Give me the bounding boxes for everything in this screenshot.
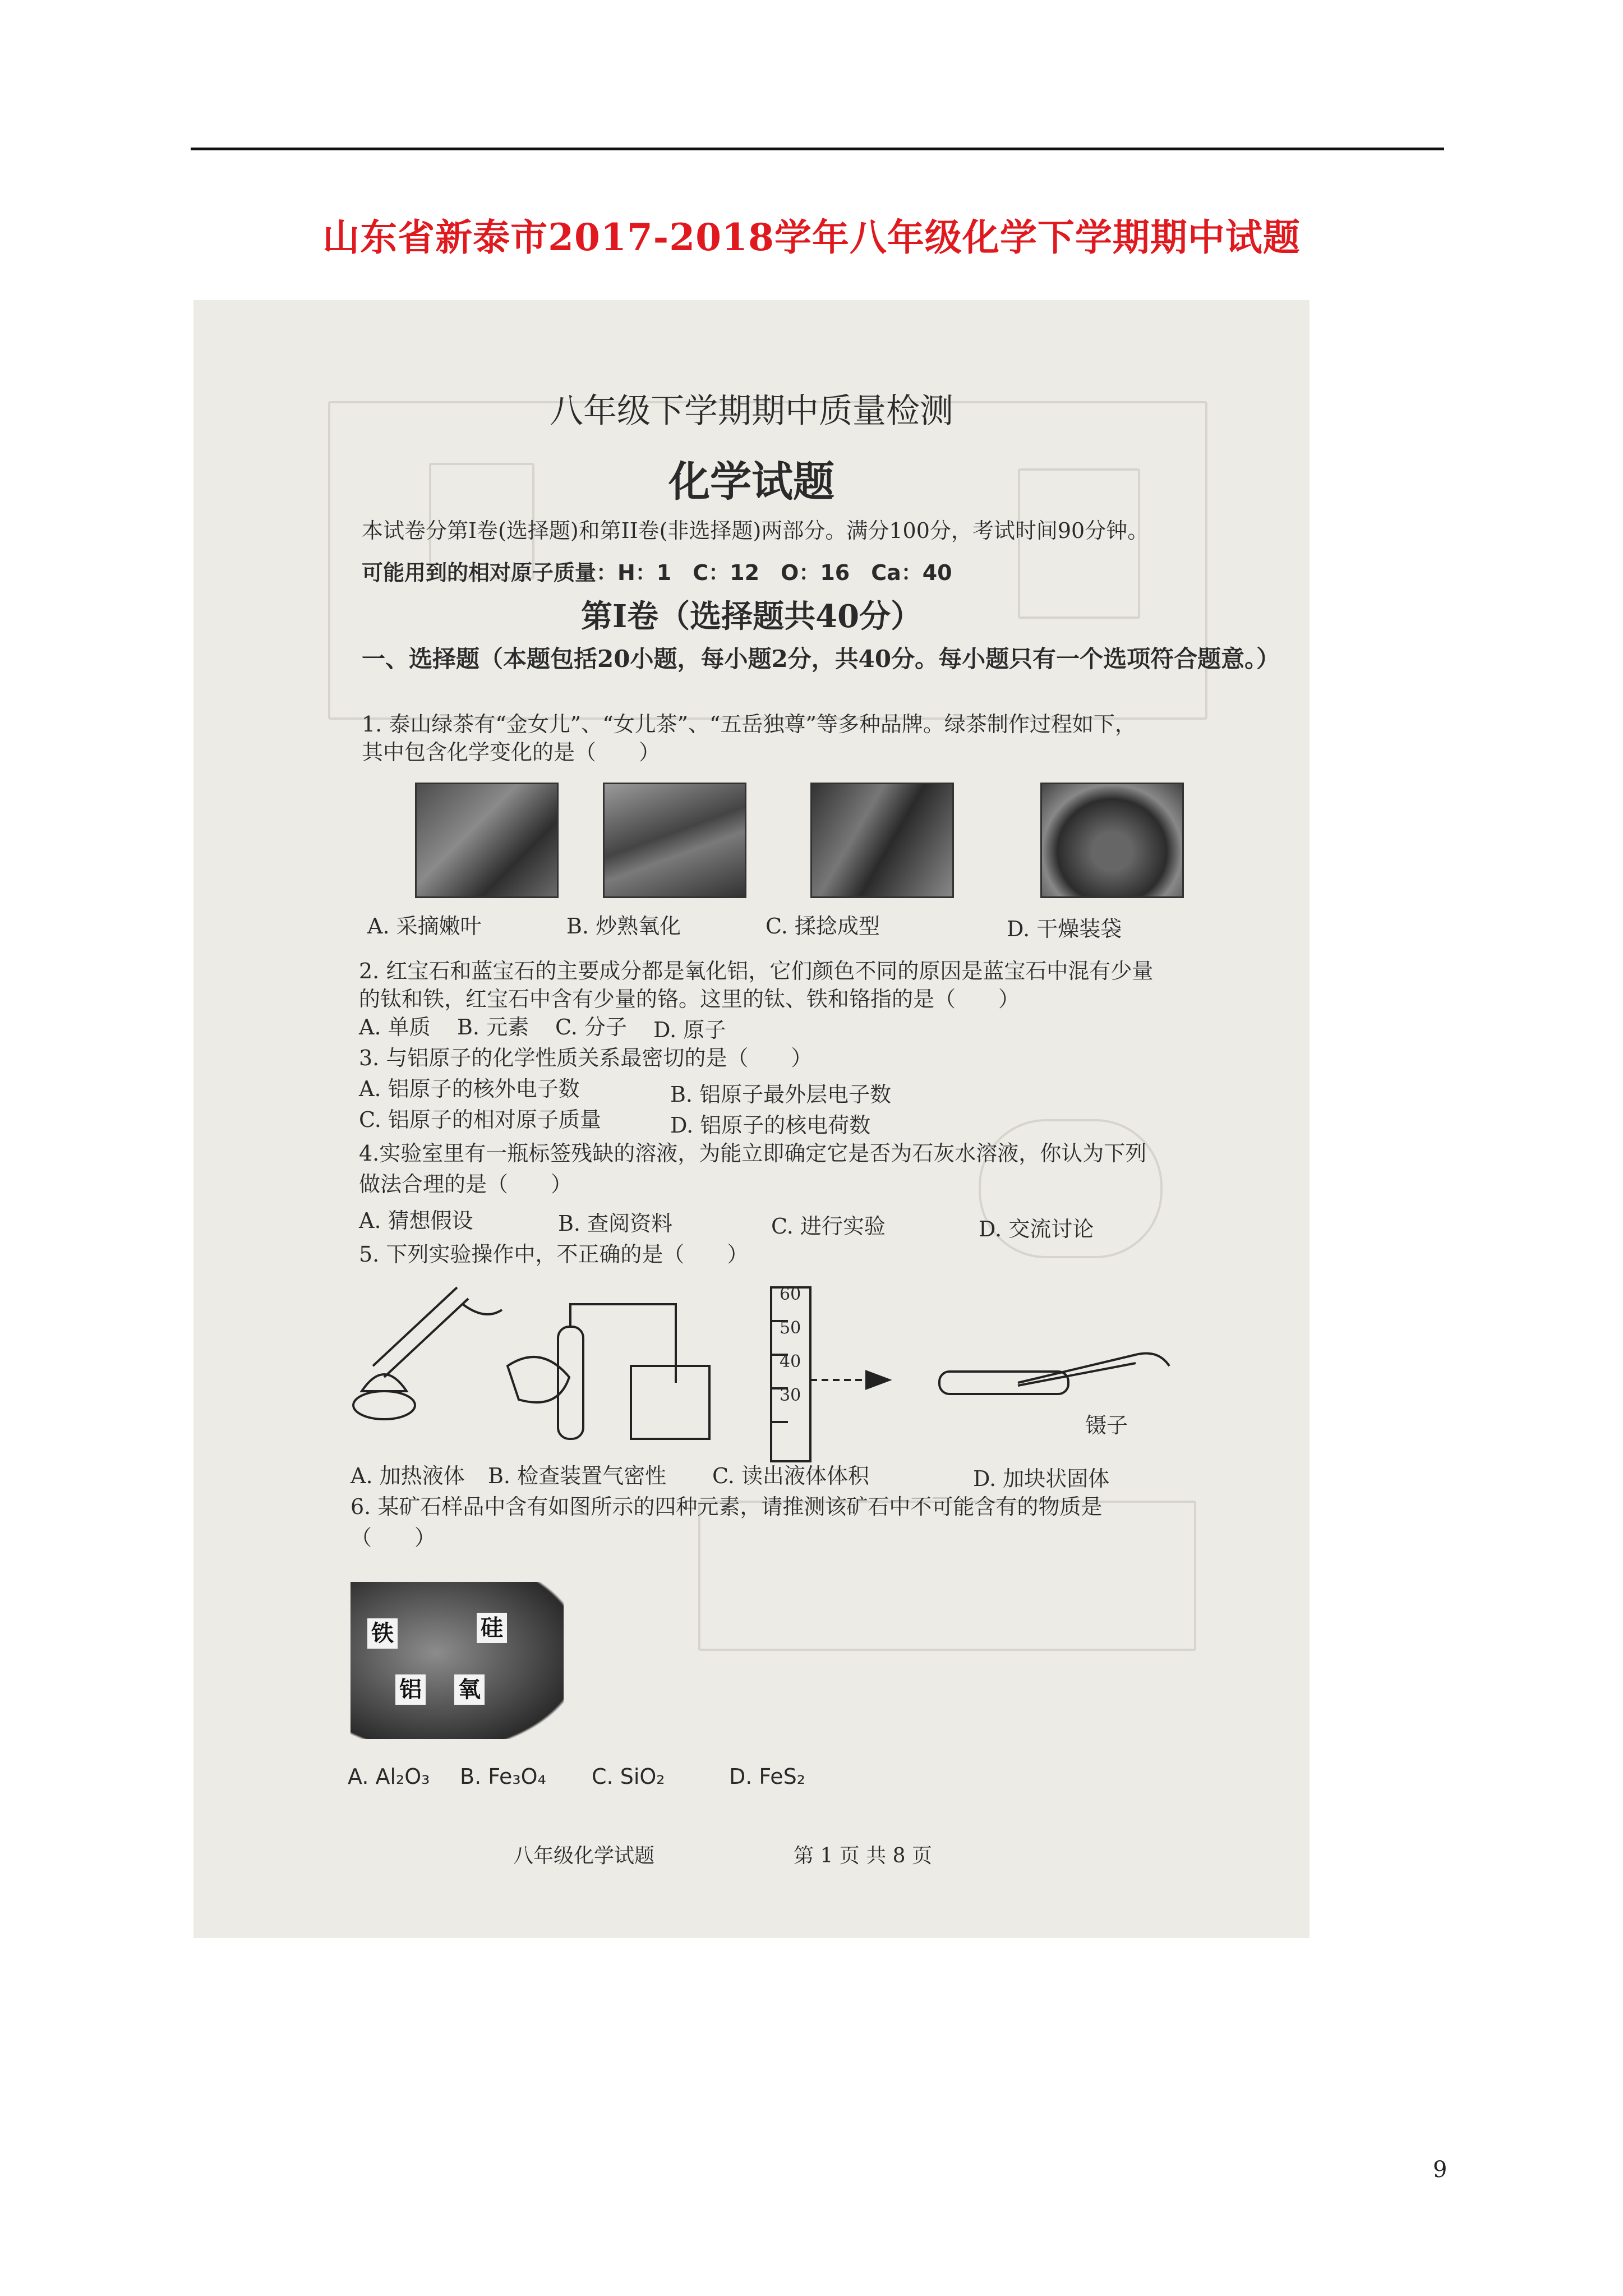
eye-icon [866,1372,889,1388]
tweezers-icon [1018,1355,1136,1383]
question-5-option: A. 加热液体 [351,1464,465,1488]
ore-element-label: 硅 [477,1613,507,1643]
hand-icon [463,1304,502,1314]
question-6-option: C. SiO₂ [592,1764,665,1789]
question-1-text: 其中包含化学变化的是（ ） [362,740,661,765]
question-2-option: C. 分子 [555,1015,627,1039]
question-1-option: C. 揉捻成型 [766,914,880,938]
question-4-option: C. 进行实验 [771,1214,886,1239]
question-3-option: C. 铝原子的相对原子质量 [359,1107,601,1132]
question-4-text: 做法合理的是（ ） [359,1172,573,1197]
question-4-option: D. 交流讨论 [979,1217,1094,1241]
question-2-option: D. 原子 [653,1018,726,1042]
question-6-option: B. Fe₃O₄ [460,1764,546,1789]
question-6-text: （ ） [351,1525,436,1550]
question-3-option: D. 铝原子的核电荷数 [670,1113,871,1138]
question-6-text: 6. 某矿石样品中含有如图所示的四种元素，请推测该矿石中不可能含有的物质是 [351,1494,1103,1519]
cylinder-tick-label: 60 [780,1285,801,1304]
question-2-text: 2. 红宝石和蓝宝石的主要成分都是氧化铝，它们颜色不同的原因是蓝宝石中混有少量 [359,959,1154,983]
ore-element-label: 铝 [395,1674,426,1705]
question-5-option: D. 加块状固体 [973,1466,1110,1491]
question-3-option: A. 铝原子的核外电子数 [359,1076,580,1101]
scan-footer-right: 第 1 页 共 8 页 [794,1844,933,1867]
atomic-masses: 可能用到的相对原子质量：H：1 C：12 O：16 Ca：40 [362,560,952,585]
tweezers-label: 镊子 [1085,1413,1128,1438]
beaker-icon [631,1366,709,1439]
exam-intro: 本试卷分第I卷(选择题)和第II卷(非选择题)两部分。满分100分，考试时间90分钟。 [362,518,1149,543]
question-2-option: A. 单质 [359,1015,431,1039]
question-6-option: A. Al₂O₃ [348,1764,430,1789]
question-4-text: 4.实验室里有一瓶标签残缺的溶液，为能立即确定它是否为石灰水溶液，你认为下列 [359,1141,1147,1166]
graduated-cylinder-icon [771,1287,810,1461]
question-1-option: D. 干燥装袋 [1007,917,1122,941]
question-4-option: A. 猜想假设 [359,1208,473,1233]
question-1-text: 1. 泰山绿茶有“金女儿”、“女儿茶”、“五岳独尊”等多种品牌。绿茶制作过程如下， [362,712,1136,737]
exam-subject: 化学试题 [668,458,834,506]
question-3-text: 3. 与铝原子的化学性质关系最密切的是（ ） [359,1046,813,1070]
test-tube-icon [558,1327,583,1439]
question-5-option: B. 检查装置气密性 [488,1464,667,1488]
question-6-option: D. FeS₂ [729,1764,805,1789]
question-1-option: A. 采摘嫩叶 [367,914,482,938]
question-3-option: B. 铝原子最外层电子数 [670,1082,892,1107]
volume-title: 第I卷（选择题共40分） [580,598,923,635]
ore-element-label: 氧 [454,1674,485,1705]
question-4-option: B. 查阅资料 [558,1211,673,1236]
ore-element-label: 铁 [367,1618,398,1649]
question-2-option: B. 元素 [457,1015,529,1039]
scanned-exam-page [193,300,1310,1938]
cylinder-tick-label: 30 [780,1386,801,1405]
question-2-text: 的钛和铁，红宝石中含有少量的铬。这里的钛、铁和铬指的是（ ） [359,987,1020,1011]
exam-title: 八年级下学期期中质量检测 [550,392,953,431]
page-title: 山东省新泰市2017-2018学年八年级化学下学期期中试题 [322,215,1301,259]
cylinder-tick-label: 40 [780,1352,801,1372]
hand-icon [508,1357,569,1402]
question-5-text: 5. 下列实验操作中，不正确的是（ ） [359,1242,749,1267]
test-tube-icon [373,1287,457,1366]
page-number: 9 [1433,2157,1447,2183]
scan-footer-left: 八年级化学试题 [513,1844,655,1867]
top-rule [191,148,1444,150]
question-1-option: B. 炒熟氧化 [566,914,681,938]
cylinder-tick-label: 50 [780,1318,801,1338]
section-heading: 一、选择题（本题包括20小题，每小题2分，共40分。每小题只有一个选项符合题意。） [362,645,1280,673]
question-5-option: C. 读出液体体积 [712,1464,869,1488]
ore-sample-image [351,1582,564,1739]
